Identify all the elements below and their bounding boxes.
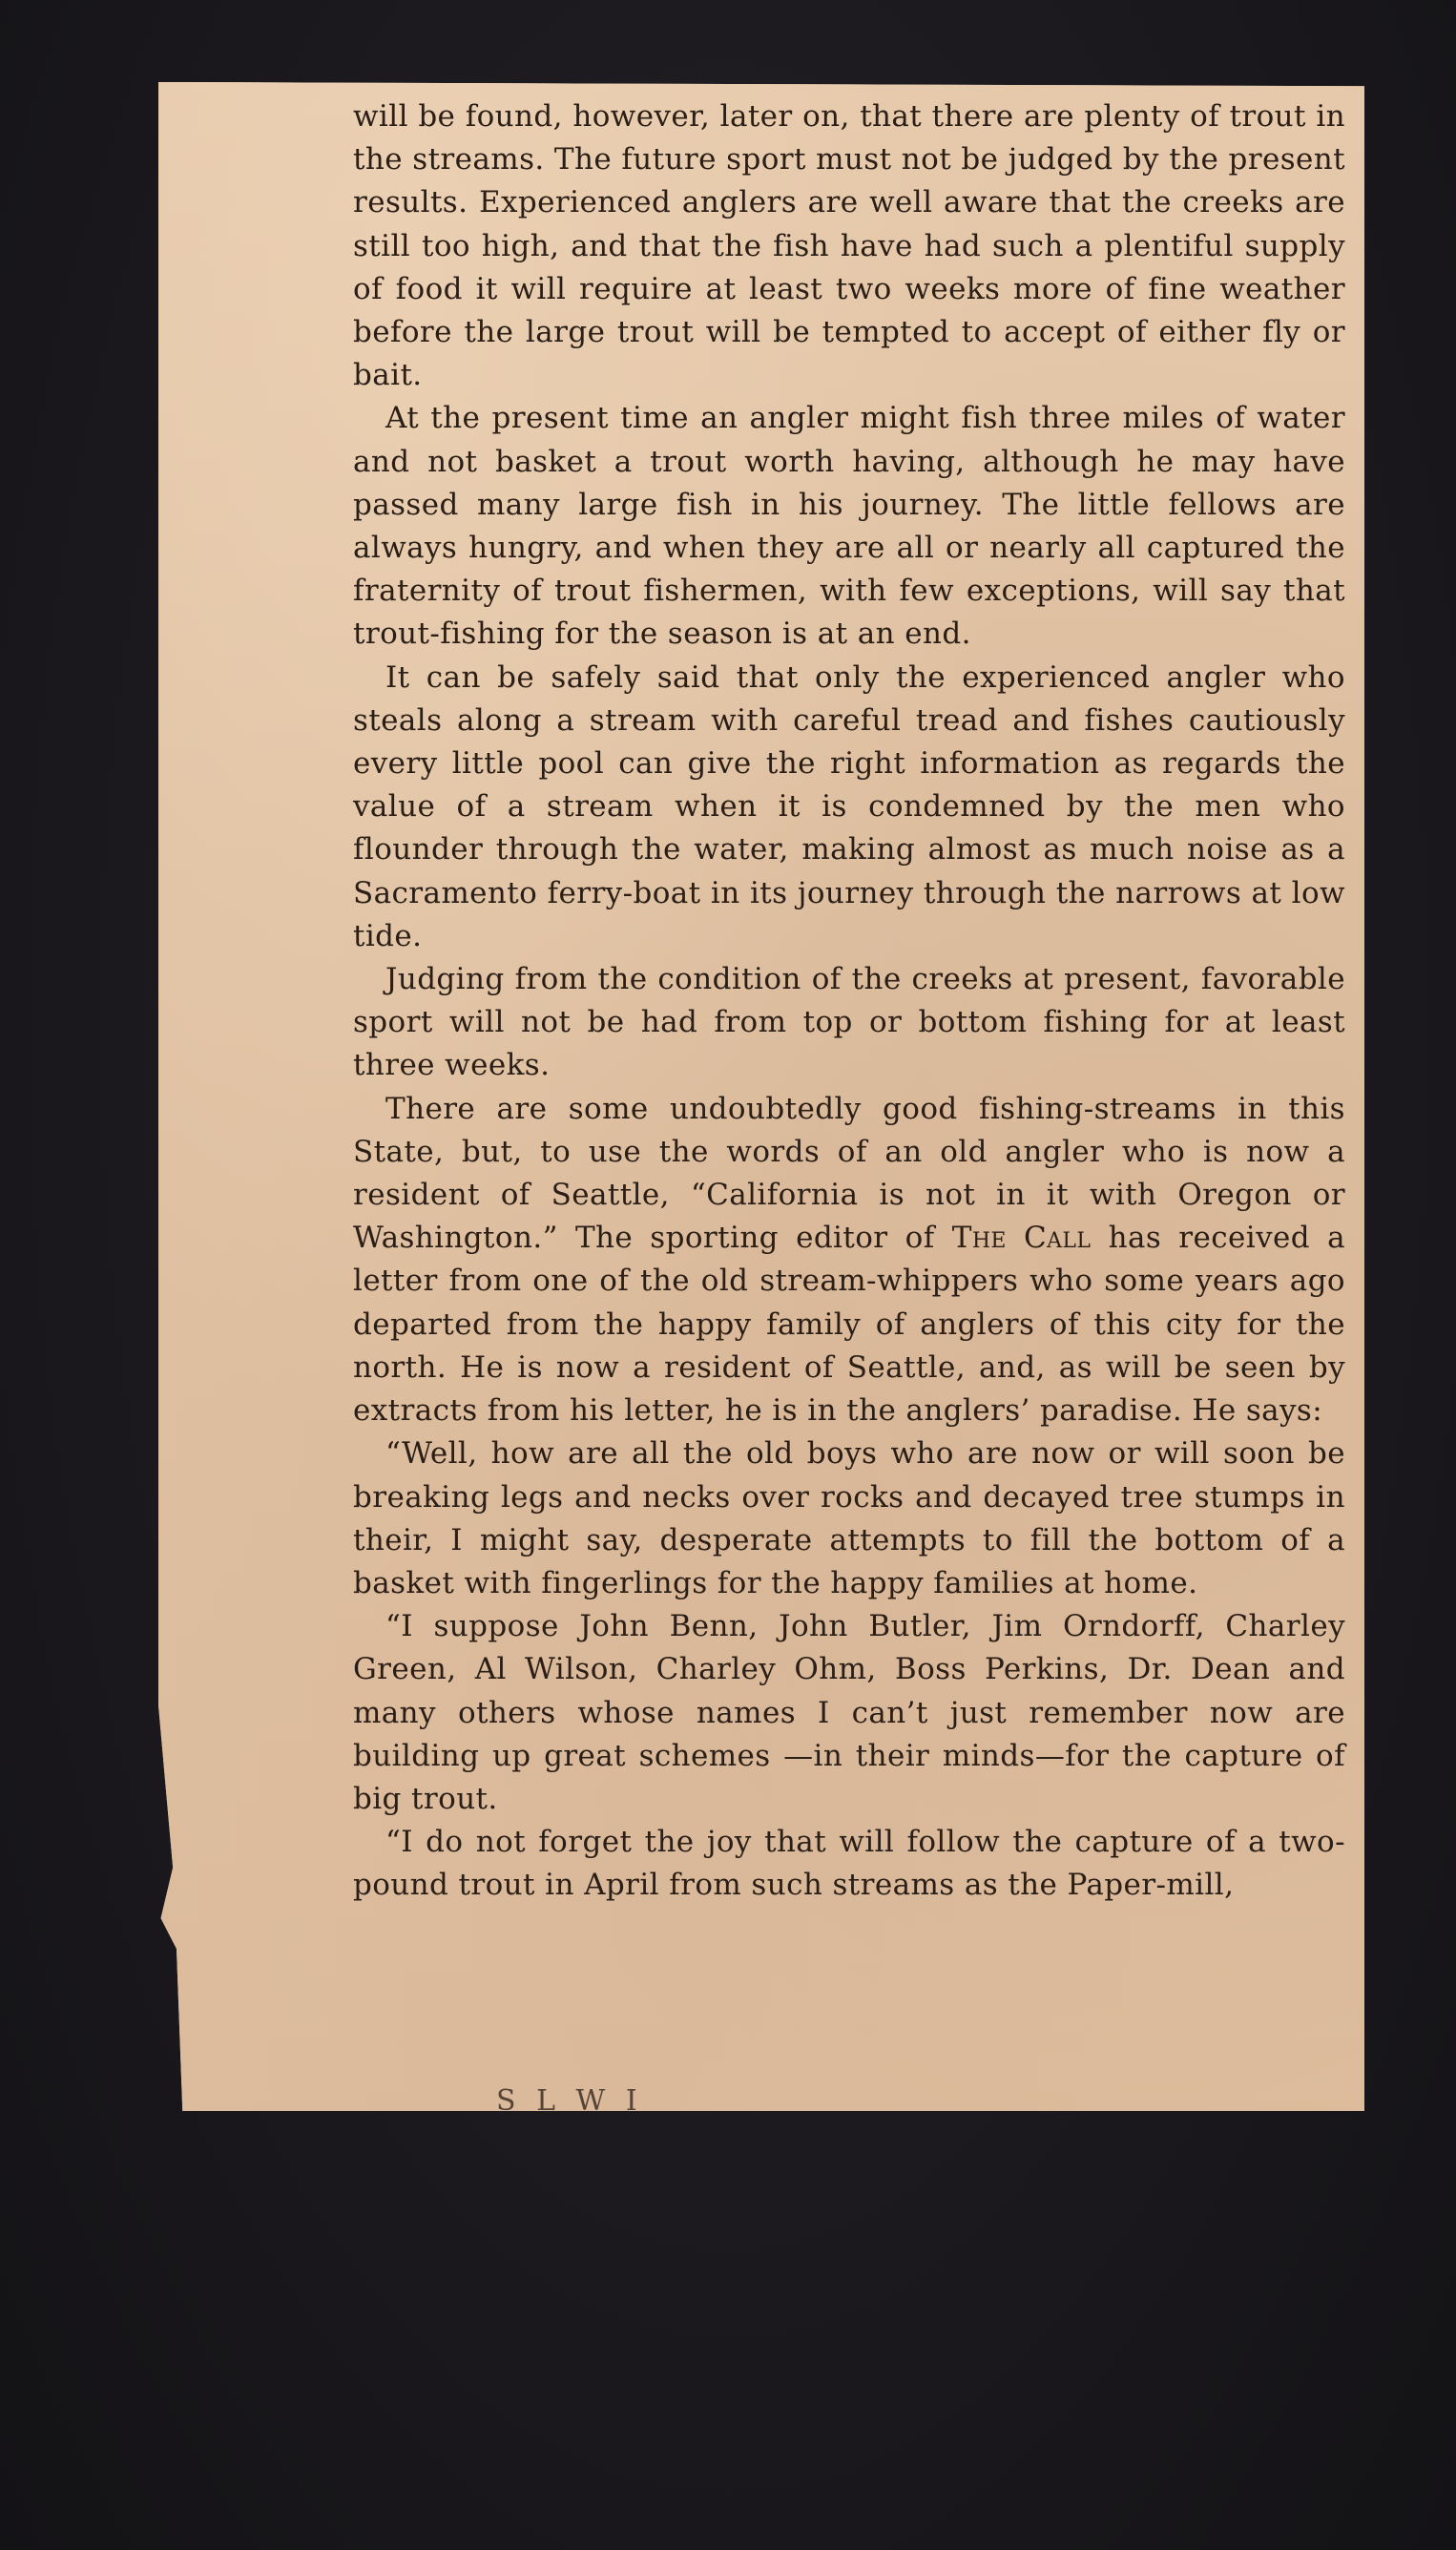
letter-paragraph: “I do not forget the joy that will follow the capture of a two-pound trout in April from such streams as the Paper-mill, bbox=[353, 1825, 1345, 1903]
article-paragraph: It can be safely said that only the experienced angler who steals along a stream with careful tread and fishes cautiously every little pool can give the right information as regards the value of a stream when it is condemned by the men who flounder through the water, making almost as much noise as a Sacramento ferry-boat in its journey through the narrows at low tide. bbox=[353, 659, 1345, 953]
letter-paragraph: “I suppose John Benn, John Butler, Jim Orndorff, Charley Green, Al Wilson, Charley Ohm, Boss Perkins, Dr. Dean and many others whose names I can’t just remember now are building up great schemes —in their minds—for the capture of big trout. bbox=[353, 1609, 1345, 1816]
article-paragraph: At the present time an angler might fish three miles of water and not basket a trout worth having, although he may have passed many large fish in his journey. The little fellows are always hungry, and when they are all or nearly all captured the fraternity of trout fishermen, with few exceptions, will say that trout-fishing for the season is at an end. bbox=[353, 401, 1345, 652]
article-text-run: There are some undoubtedly good fishing-streams in this State, but, to use the words of an old angler who is now a resident of Seattle, “California is not in it with Oregon or Washington.” The sporting editor of bbox=[353, 1091, 1345, 1256]
article-paragraph bbox=[353, 1088, 1345, 1433]
article-paragraph: Judging from the condition of the creeks at present, favorable sport will not be had from top or bottom fishing for at least three weeks. bbox=[353, 962, 1345, 1083]
cut-off-line: S L W I bbox=[496, 2084, 643, 2118]
letter-paragraph: “Well, how are all the old boys who are now or will soon be breaking legs and necks over rocks and decayed tree stumps in their, I might say, desperate attempts to fill the bottom of a basket with fingerlings for the happy families at home. bbox=[353, 1436, 1345, 1600]
article-paragraph: will be found, however, later on, that there are plenty of trout in the streams. The future sport must not be judged by the present results. Experienced anglers are well aware that the creeks are still too high, and that the fish have had such a plentiful supply of food it will require at least two weeks more of fine weather before the large trout will be tempted to accept of either fly or bait. bbox=[353, 99, 1345, 393]
article-text bbox=[353, 95, 1345, 1908]
newspaper-name: The Call bbox=[951, 1221, 1092, 1256]
article-text-run: has received a letter from one of the old stream-whippers who some years ago departed from the happy family of anglers of this city for the north. He is now a resident of Seattle, and, as will be seen by extracts from his letter, he is in the anglers’ paradise. He says: bbox=[353, 1221, 1346, 1429]
